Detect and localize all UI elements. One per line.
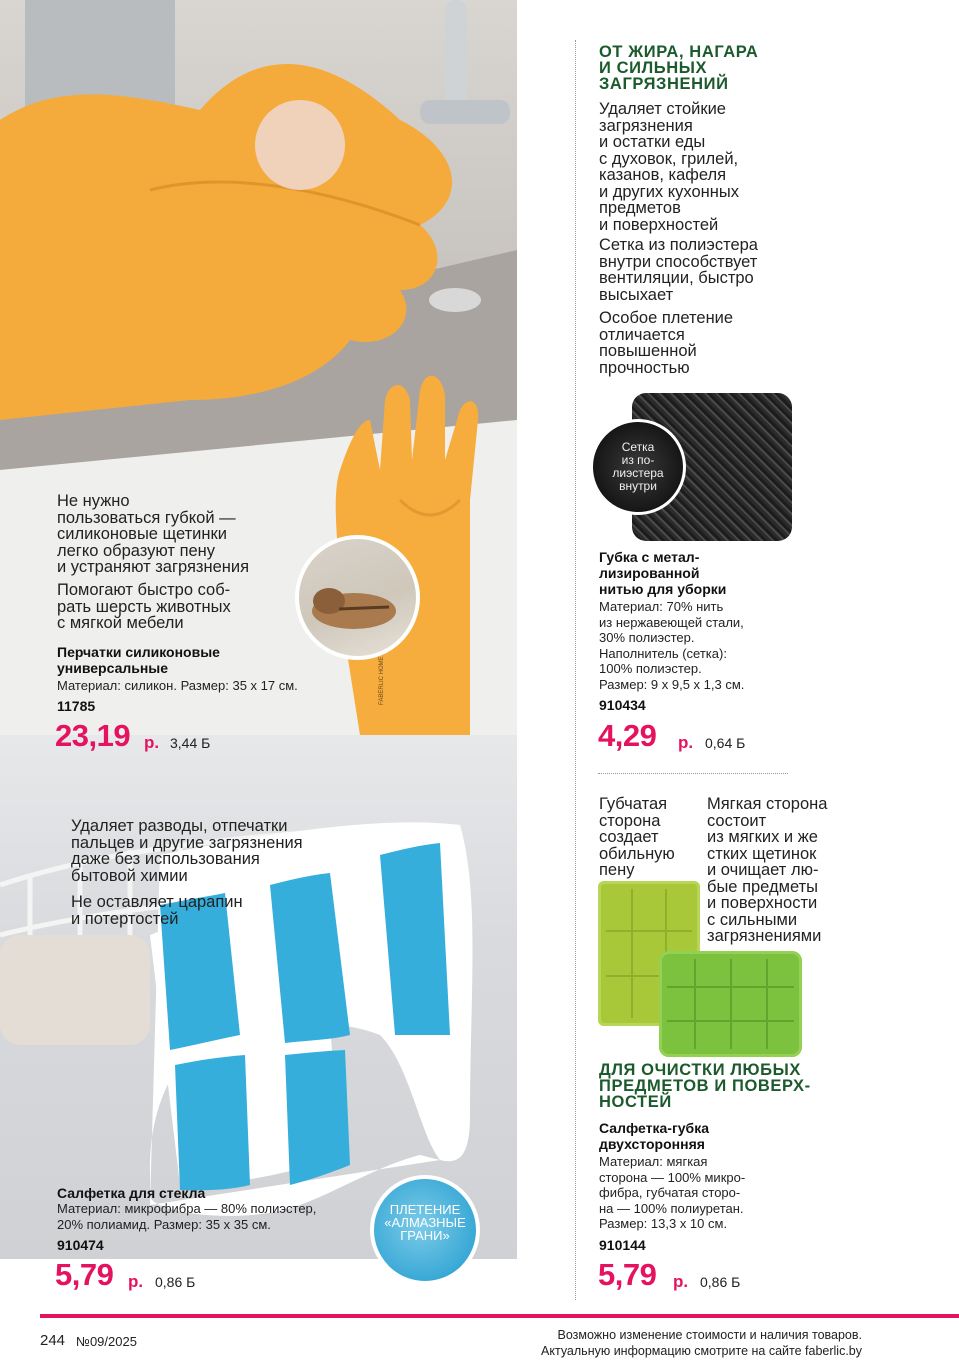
sponge-currency: р.	[678, 733, 694, 752]
napkin-label-sponge-side: Губчатая сторона создает обильную пену	[599, 795, 675, 879]
napkin-label-soft-side: Мягкая сторона состоит из мягких и же стких щетинок и очищает лю- бые предметы и поверхности с сильными загрязнениями	[707, 795, 828, 945]
sponge-product-code: 910434	[599, 697, 646, 713]
glove-brand-mark: FABERLIC HOME	[379, 656, 385, 705]
page-number: 244	[40, 1332, 66, 1349]
napkin-currency: р.	[673, 1272, 689, 1291]
footer-note-line-1: Возможно изменение стоимости и наличия товаров.	[557, 1328, 862, 1342]
cloth-product-spec: Материал: микрофибра — 80% полиэстер, 20% полиамид. Размер: 35 x 35 см.	[57, 1201, 317, 1232]
gloves-product-spec: Материал: силикон. Размер: 35 x 17 см.	[57, 678, 298, 693]
sponge-desc-1: Удаляет стойкие загрязнения и остатки еды с духовок, грилей, казанов, кафеля и других кухонных предметов и поверхностей	[599, 100, 739, 234]
cloth-currency: р.	[128, 1272, 144, 1291]
cloth-desc-2: Не оставляет царапин и потертостей	[71, 893, 243, 928]
napkin-product-code: 910144	[599, 1237, 646, 1253]
footer-rule	[40, 1314, 959, 1318]
footer-note-line-2: Актуальную информацию смотрите на сайте faberlic.by	[541, 1344, 862, 1358]
napkin-points: 0,86 Б	[700, 1274, 741, 1290]
napkin-product-name: Салфетка-губка двухсторонняя	[599, 1120, 709, 1152]
sponge-price: 4,29	[598, 718, 657, 753]
diamond-weave-badge-text: ПЛЕТЕНИЕ «АЛМАЗНЫЕ ГРАНИ»	[384, 1202, 466, 1243]
issue-number: №09/2025	[76, 1334, 137, 1349]
polyester-mesh-badge	[590, 419, 686, 515]
gloves-price: 23,19	[55, 718, 131, 753]
sponge-product-name: Губка с метал- лизированной нитью для уборки	[599, 549, 727, 597]
napkin-product-spec: Материал: мягкая сторона — 100% микро- фибра, губчатая сторо- на — 100% полиуретан. Размер: 13,3 x 10 см.	[599, 1154, 746, 1231]
cat-photo-circle	[295, 535, 420, 660]
gloves-product-code: 11785	[57, 698, 96, 714]
napkin-soft-side-image	[659, 951, 802, 1057]
gloves-points: 3,44 Б	[170, 735, 211, 751]
cloth-product-name: Салфетка для стекла	[57, 1185, 206, 1201]
napkin-price: 5,79	[598, 1257, 657, 1292]
footer-note	[495, 1327, 862, 1359]
gloves-currency: р.	[144, 733, 160, 752]
cloth-product-code: 910474	[57, 1237, 104, 1253]
cloth-points: 0,86 Б	[155, 1274, 196, 1290]
gloves-desc-2: Помогают быстро соб- рать шерсть животных с мягкой мебели	[57, 581, 231, 632]
sponge-product-spec: Материал: 70% нить из нержавеющей стали, 30% полиэстер. Наполнитель (сетка): 100% полиэстер. Размер: 9 x 9,5 x 1,3 см.	[599, 599, 745, 692]
cloth-price: 5,79	[55, 1257, 114, 1292]
napkin-heading: ДЛЯ ОЧИСТКИ ЛЮБЫХ ПРЕДМЕТОВ И ПОВЕРХ- НОСТЕЙ	[599, 1061, 811, 1111]
gloves-desc-1: Не нужно пользоваться губкой — силиконовые щетинки легко образуют пену и устраняют загрязнения	[57, 492, 250, 576]
cloth-desc-1: Удаляет разводы, отпечатки пальцев и другие загрязнения даже без использования бытовой химии	[71, 817, 303, 885]
gloves-product-name: Перчатки силиконовые универсальные	[57, 644, 220, 676]
section-divider	[598, 773, 788, 774]
diamond-weave-badge	[370, 1175, 480, 1285]
column-divider	[575, 40, 576, 1300]
polyester-mesh-badge-text: Сетка из по- лиэстера внутри	[612, 440, 664, 493]
sponge-points: 0,64 Б	[705, 735, 746, 751]
sponge-heading: ОТ ЖИРА, НАГАРА И СИЛЬНЫХ ЗАГРЯЗНЕНИЙ	[599, 43, 759, 93]
sponge-desc-2: Сетка из полиэстера внутри способствует вентиляции, быстро высыхает	[599, 236, 758, 304]
sponge-desc-3: Особое плетение отличается повышенной прочностью	[599, 309, 734, 377]
